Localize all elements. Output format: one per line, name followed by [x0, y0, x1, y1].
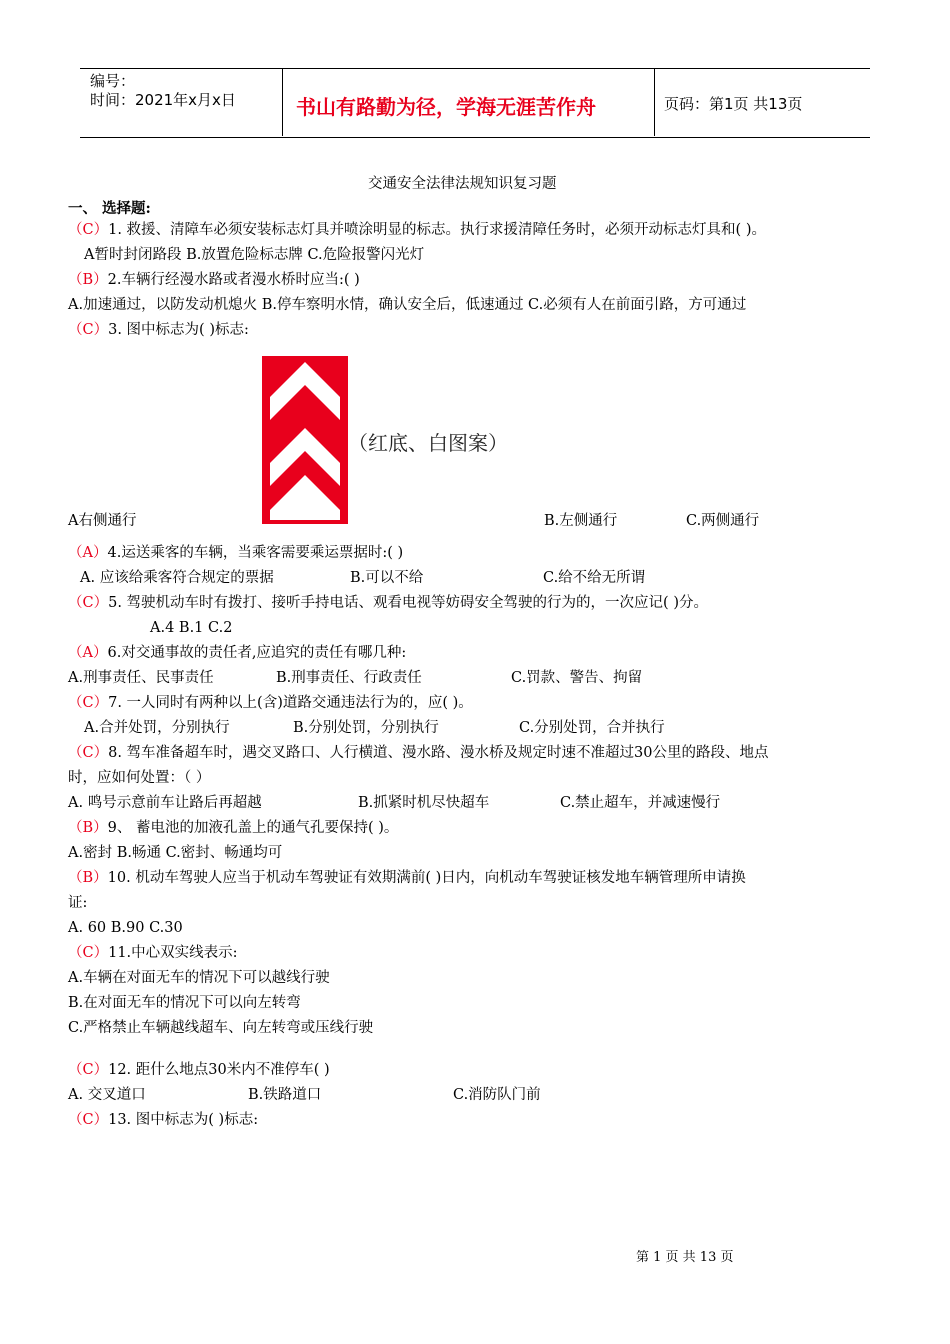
header-divider: [282, 68, 283, 136]
question-8-option-a: A. 鸣号示意前车让路后再超越: [68, 795, 262, 811]
question-text: 3. 图中标志为( )标志:: [108, 322, 249, 338]
question-4: [68, 543, 403, 563]
question-8-option-b: B.抓紧时机尽快超车: [358, 795, 490, 811]
question-12-option-c: C.消防队门前: [453, 1087, 541, 1103]
question-text: 12. 距什么地点30米内不准停车( ): [108, 1062, 330, 1078]
answer-mark: （C）: [68, 945, 109, 961]
question-4-option-b: B.可以不给: [350, 570, 424, 586]
answer-mark: （A）: [68, 645, 108, 661]
question-10-continued: 证:: [68, 895, 88, 911]
answer-mark: （C）: [68, 322, 109, 338]
question-9-options: A.密封 B.畅通 C.密封、畅通均可: [68, 845, 283, 861]
question-text: 11.中心双实线表示:: [108, 945, 238, 961]
question-text: 6.对交通事故的责任者,应追究的责任有哪几种:: [107, 645, 407, 661]
question-8-option-c: C.禁止超车，并减速慢行: [560, 795, 721, 811]
question-12-option-b: B.铁路道口: [248, 1087, 322, 1103]
answer-mark: （B）: [68, 870, 108, 886]
question-text: 1. 救援、清障车必须安装标志灯具并喷涂明显的标志。执行求援清障任务时，必须开动标志灯具和( )。: [108, 222, 766, 238]
question-11: [68, 943, 238, 963]
number-label: 编号：: [90, 72, 136, 90]
header-motto: 书山有路勤为径，学海无涯苦作舟: [296, 95, 596, 119]
document-title: 交通安全法律法规知识复习题: [368, 176, 557, 192]
page-footer: 第 1 页 共 13 页: [636, 1250, 734, 1265]
question-text: 7. 一人同时有两种以上(含)道路交通违法行为的，应( )。: [108, 695, 473, 711]
question-9: [68, 818, 398, 838]
question-text: 10. 机动车驾驶人应当于机动车驾驶证有效期满前( )日内，向机动车驾驶证核发地车辆管理所申请换: [107, 870, 746, 886]
question-3-option-c: C.两侧通行: [686, 513, 760, 529]
question-7-option-a: A.合并处罚，分别执行: [84, 720, 230, 736]
question-12-option-a: A. 交叉道口: [68, 1087, 146, 1103]
answer-mark: （C）: [68, 1112, 109, 1128]
question-8: [68, 743, 769, 763]
answer-mark: （B）: [68, 820, 108, 836]
answer-mark: （C）: [68, 695, 109, 711]
question-text: 2.车辆行经漫水路或者漫水桥时应当:( ): [107, 272, 360, 288]
question-8-continued: 时，应如何处置：（ ）: [68, 770, 211, 786]
time-label: 时间：2021年x月x日: [90, 91, 236, 109]
question-5-options: A.4 B.1 C.2: [150, 620, 233, 636]
question-13: [68, 1110, 258, 1130]
question-6-option-b: B.刑事责任、行政责任: [276, 670, 422, 686]
question-10: [68, 868, 746, 888]
question-6-option-c: C.罚款、警告、拘留: [511, 670, 643, 686]
question-11-option-c: C.严格禁止车辆越线超车、向左转弯或压线行驶: [68, 1020, 374, 1036]
section-heading: 一、 选择题:: [68, 200, 151, 217]
chevron-sign-image: [262, 356, 348, 524]
question-5: [68, 593, 708, 613]
answer-mark: （C）: [68, 595, 109, 611]
question-10-options: A. 60 B.90 C.30: [68, 920, 183, 936]
question-4-option-c: C.给不给无所谓: [543, 570, 646, 586]
answer-mark: （C）: [68, 1062, 109, 1078]
header-divider: [654, 68, 655, 136]
question-4-option-a: A. 应该给乘客符合规定的票据: [80, 570, 274, 586]
answer-mark: （A）: [68, 545, 108, 561]
question-text: 13. 图中标志为( )标志:: [108, 1112, 259, 1128]
question-6-option-a: A.刑事责任、民事责任: [68, 670, 214, 686]
question-3-option-b: B.左侧通行: [544, 513, 618, 529]
question-12: [68, 1060, 330, 1080]
answer-mark: （C）: [68, 222, 109, 238]
answer-mark: （C）: [68, 745, 109, 761]
question-6: [68, 643, 406, 663]
question-1-options: A暂时封闭路段 B.放置危险标志牌 C.危险报警闪光灯: [84, 247, 425, 263]
answer-mark: （B）: [68, 272, 108, 288]
question-11-option-a: A.车辆在对面无车的情况下可以越线行驶: [68, 970, 330, 986]
question-3: [68, 320, 249, 340]
question-2: [68, 270, 360, 290]
question-2-options: A.加速通过，以防发动机熄火 B.停车察明水情，确认安全后，低速通过 C.必须有人在前面引路，方可通过: [68, 297, 747, 313]
page-label: 页码：第1页 共13页: [664, 95, 803, 113]
question-text: 5. 驾驶机动车时有拨打、接听手持电话、观看电视等妨碍安全驾驶的行为的，一次应记( )分。: [108, 595, 708, 611]
question-text: 4.运送乘客的车辆，当乘客需要乘运票据时:( ): [107, 545, 404, 561]
question-7-option-c: C.分别处罚，合并执行: [519, 720, 665, 736]
sign-caption: （红底、白图案）: [348, 431, 508, 455]
question-7-option-b: B.分别处罚，分别执行: [293, 720, 439, 736]
question-3-option-a: A右侧通行: [68, 513, 137, 529]
question-text: 9、 蓄电池的加液孔盖上的通气孔要保持( )。: [107, 820, 399, 836]
question-1: [68, 220, 766, 240]
question-text: 8. 驾车准备超车时，遇交叉路口、人行横道、漫水路、漫水桥及规定时速不准超过30公里的路段、地点: [108, 745, 769, 761]
question-11-option-b: B.在对面无车的情况下可以向左转弯: [68, 995, 301, 1011]
question-7: [68, 693, 473, 713]
